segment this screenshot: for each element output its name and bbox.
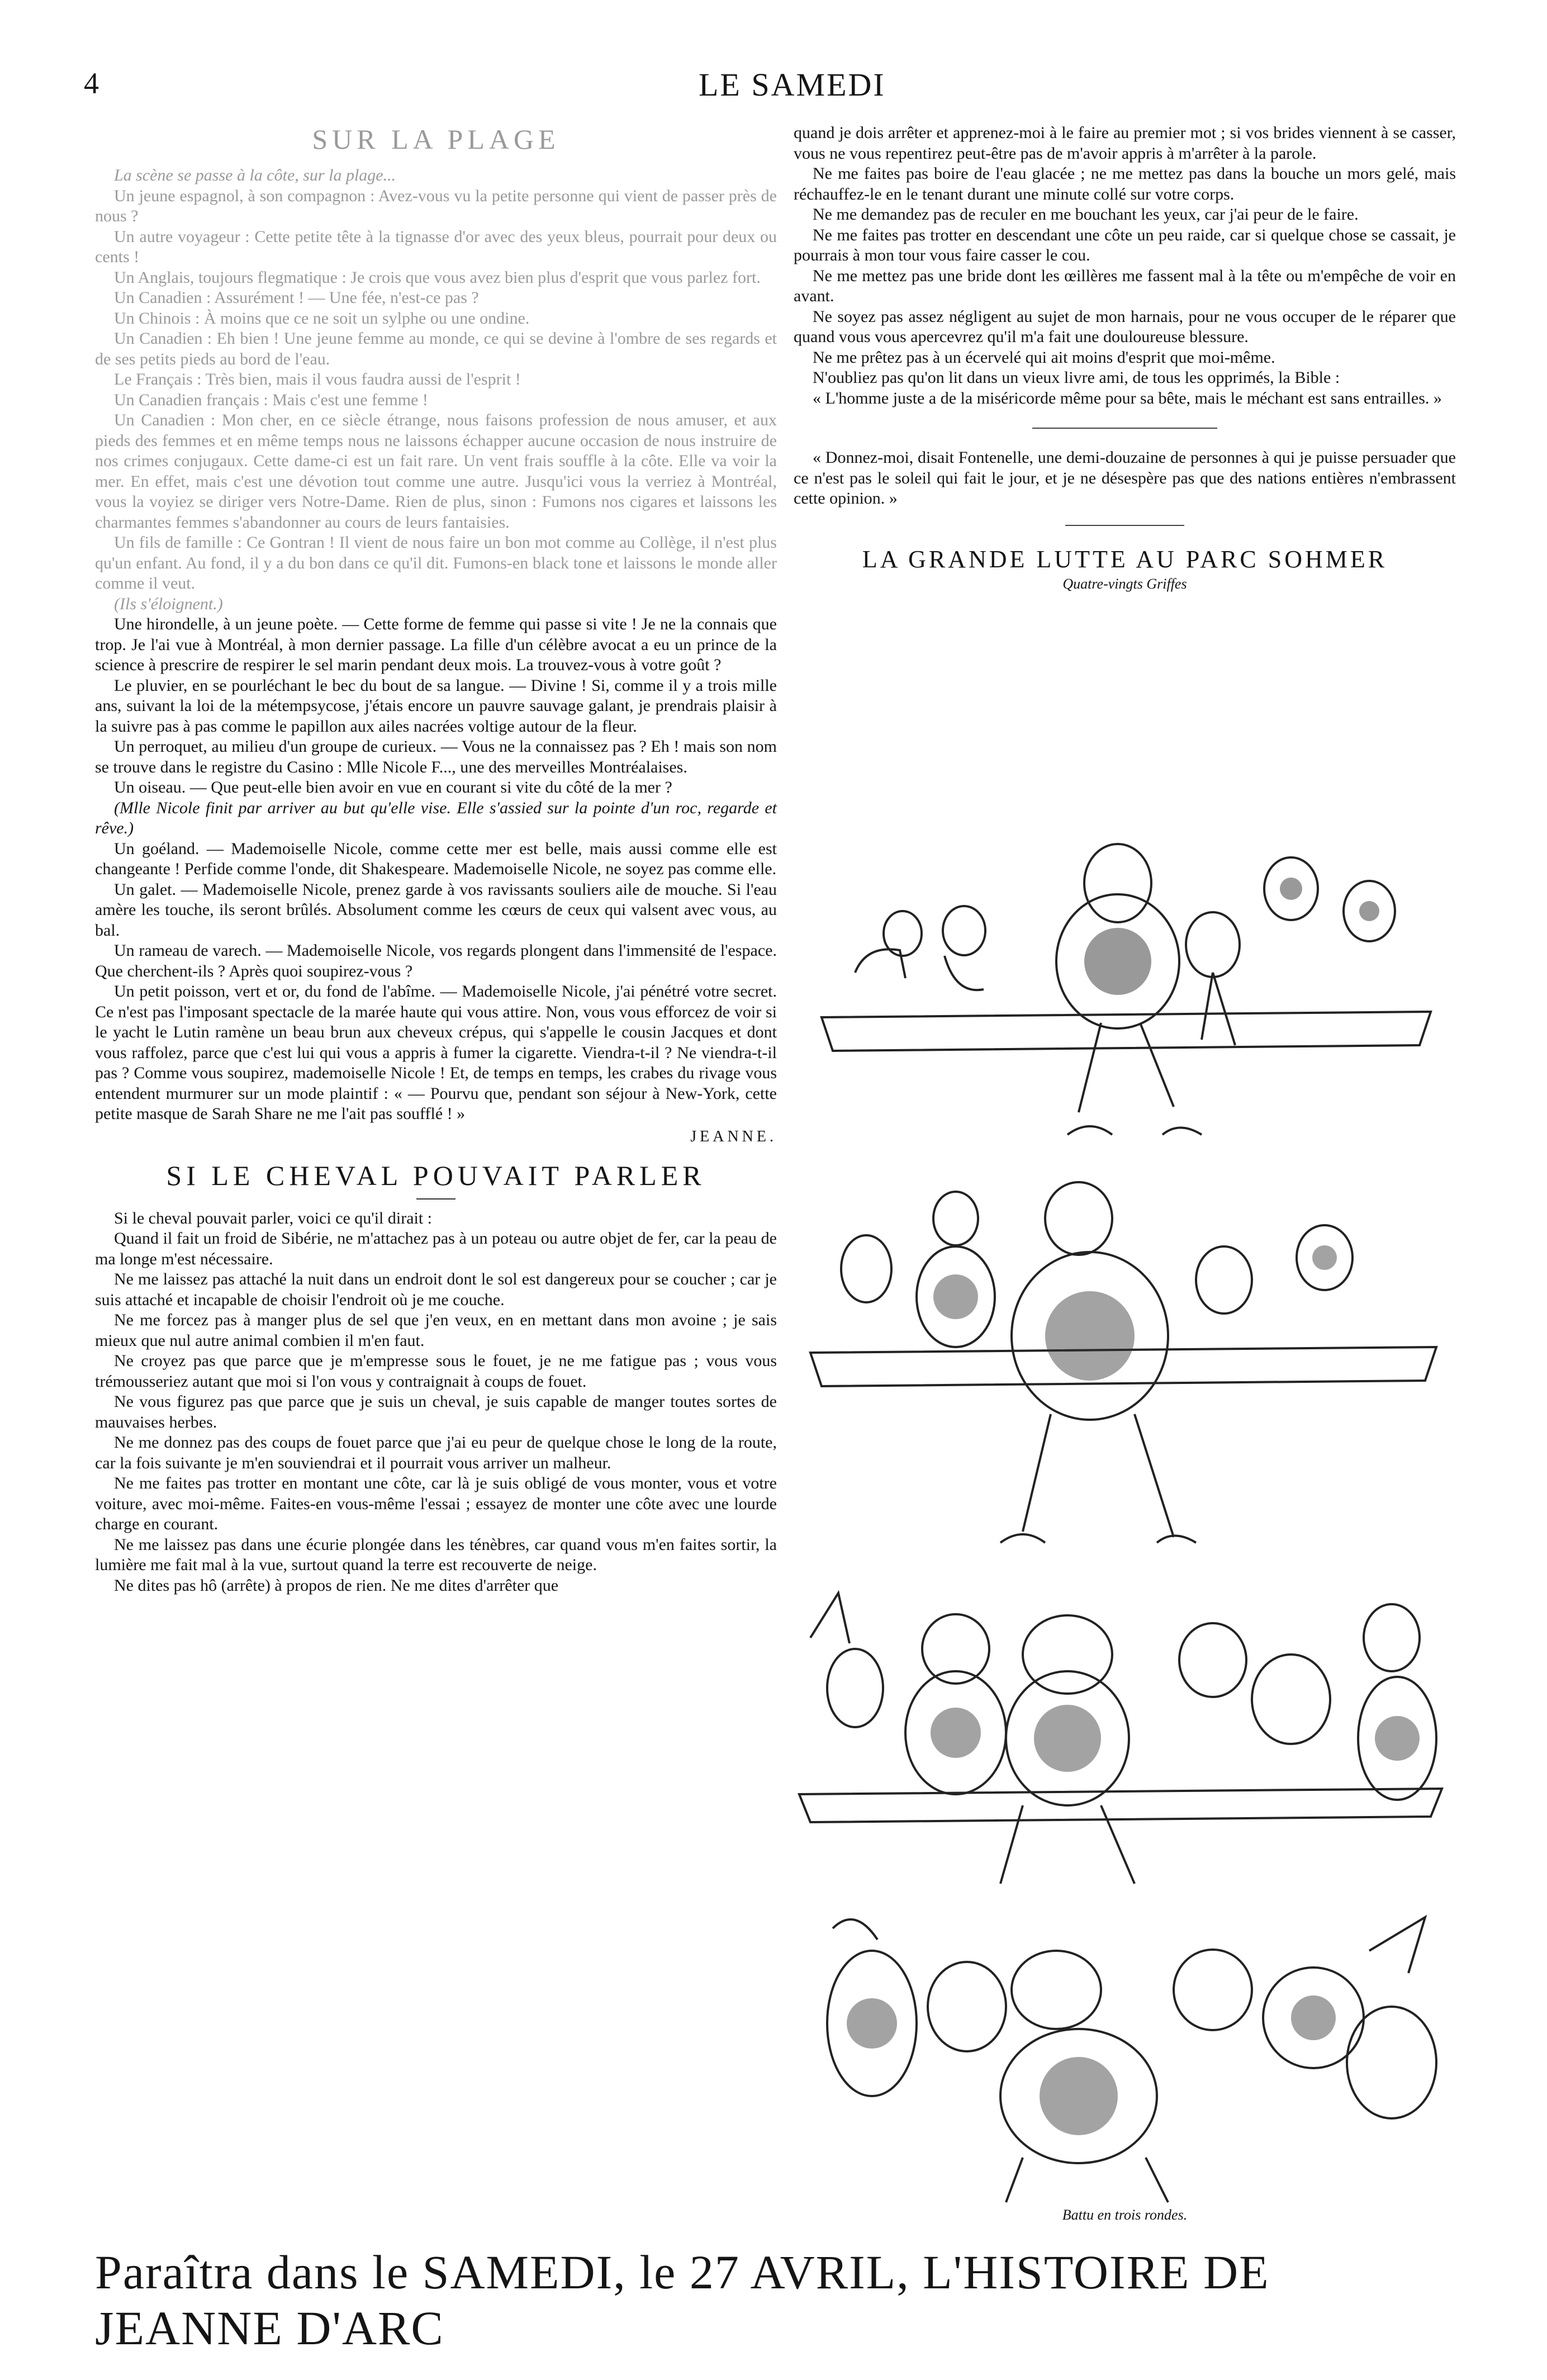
- cheval-paragraph: quand je dois arrêter et apprenez-moi à le faire au premier mot ; si vos brides viennent à se casser, vous ne vous repentirez peut-être pas de m'avoir appris à m'arrêter à la parole.: [794, 124, 1456, 163]
- wrestling-cartoon-panel-2: [788, 1151, 1461, 1562]
- section-rule: [1032, 428, 1218, 429]
- plage-paragraph: Un rameau de varech. — Mademoiselle Nicole, vos regards plongent dans l'immensité de l'espace. Que cherchent-ils ? Après quoi soupirez-vous ?: [95, 941, 777, 980]
- plage-paragraph: Un oiseau. — Que peut-elle bien avoir en vue en courant si vite du côté de la mer ?: [114, 778, 672, 797]
- plage-paragraph: Un Chinois : À moins que ce ne soit un sylphe ou une ondine.: [114, 309, 530, 328]
- cheval-paragraph: Ne me faites pas trotter en descendant une côte un peu raide, car si quelque chose se cassait, je pourrais à mon tour vous faire casser le cou.: [794, 225, 1456, 264]
- title-rule: [416, 1198, 455, 1200]
- fontenelle-quote: « Donnez-moi, disait Fontenelle, une demi-douzaine de personnes à qui je puisse persuader que ce n'est pas le soleil qui fait le jour, et je ne désespère pas que des nations entières n'embrassent cette opinion. »: [794, 448, 1456, 508]
- wrestling-cartoon-panel-4: [788, 1895, 1461, 2205]
- plage-paragraph: La scène se passe à la côte, sur la plage...: [114, 166, 396, 184]
- plage-paragraph: Un fils de famille : Ce Gontran ! Il vient de nous faire un bon mot comme au Collège, il n'est plus qu'un enfant. Au fond, il y a du bon dans ce qu'il dit. Fumons-en black tone et laissons le monde aller comme il veut.: [95, 533, 777, 592]
- cheval-paragraph: Ne me prêtez pas à un écervelé qui ait moins d'esprit que moi-même.: [813, 348, 1275, 367]
- cheval-paragraph: Ne croyez pas que parce que je m'empresse sous le fouet, je ne me fatigue pas ; vous vous trémousseriez autant que moi si l'on vous y contraignait à coups de fouet.: [95, 1352, 777, 1391]
- cheval-paragraph: Ne me demandez pas de reculer en me bouchant les yeux, car j'ai peur de le faire.: [813, 205, 1359, 224]
- plage-stage-direction: (Ils s'éloignent.): [114, 594, 223, 613]
- plage-paragraph: Une hirondelle, à un jeune poète. — Cette forme de femme qui passe si vite ! Je ne la connais que trop. Je l'ai vue à Montréal, à mon dernier passage. La fille d'un célèbre avocat a eu un prince de la science à prescrire de respirer le sel marin pendant deux mois. La trouvez-vous à votre goût ?: [95, 615, 777, 674]
- cheval-paragraph: Ne soyez pas assez négligent au sujet de mon harnais, pour ne vous occuper de le réparer que quand vous vous apercevrez qu'il m'a fait une douloureuse blessure.: [794, 307, 1456, 346]
- plage-stage-direction: (Mlle Nicole finit par arriver au but qu'elle vise. Elle s'assied sur la pointe d'un roc, regarde et rêve.): [95, 798, 777, 837]
- plage-paragraph: Un autre voyageur : Cette petite tête à la tignasse d'or avec des yeux bleus, pourrait pour deux ou cents !: [95, 227, 777, 266]
- plage-paragraph: Un jeune espagnol, à son compagnon : Avez-vous vu la petite personne qui vient de passer près de nous ?: [95, 186, 777, 225]
- cheval-title: SI LE CHEVAL POUVAIT PARLER: [166, 1159, 706, 1191]
- cheval-paragraph: Ne dites pas hô (arrête) à propos de rien. Ne me dites d'arrêter que: [114, 1576, 559, 1595]
- cheval-paragraph: Ne me laissez pas attaché la nuit dans un endroit dont le sol est dangereux pour se coucher ; car je suis attaché et incapable de choisir l'endroit où je me couche.: [95, 1270, 777, 1309]
- plage-paragraph: Un Canadien : Mon cher, en ce siècle étrange, nous faisons profession de nous amuser, et aux pieds des femmes et en même temps nous ne laissons échapper aucune occasion de nous instruire de nos crimes conjugaux. Cette dame-ci est un fait rare. Un vent frais souffle à la côte. Elle va voir la mer. En effet, mais c'est une dévotion tout comme une autre. Jusqu'ici vous la verriez à Montréal, vous la voyiez se diriger vers Notre-Dame. Rien de plus, sinon : Fumons nos cigares et laissons les charmantes femmes s'abandonner au cours de leurs fantaisies.: [95, 411, 777, 532]
- cheval-paragraph: Ne me faites pas trotter en montant une côte, car là je suis obligé de vous monter, vous et votre voiture, avec moi-même. Faites-en vous-même l'essai ; essayez de monter une côte avec une lourde charge en courant.: [95, 1474, 777, 1533]
- plage-paragraph: Un Canadien : Assurément ! — Une fée, n'est-ce pas ?: [114, 288, 479, 307]
- plage-paragraph: Un goéland. — Mademoiselle Nicole, comme cette mer est belle, mais aussi comme elle est changeante ! Perfide comme l'onde, dit Shakespeare. Mademoiselle Nicole, ne soyez pas comme elle.: [95, 839, 777, 878]
- plage-paragraph: Un Anglais, toujours flegmatique : Je crois que vous avez bien plus d'esprit que vous parlez fort.: [114, 268, 761, 287]
- plage-paragraph: Un Canadien français : Mais c'est une femme !: [114, 390, 428, 409]
- plage-paragraph: Un galet. — Mademoiselle Nicole, prenez garde à vos ravissants souliers aile de mouche. Si l'eau amère les touche, ils seront brûlés. Absolument comme les cœurs de ceux qui valsent avec vous, au bal.: [95, 880, 777, 940]
- cheval-paragraph: N'oubliez pas qu'on lit dans un vieux livre ami, de tous les opprimés, la Bible :: [813, 368, 1340, 387]
- cheval-paragraph: Quand il fait un froid de Sibérie, ne m'attachez pas à un poteau ou autre objet de fer, car la peau de ma longe m'est nécessaire.: [95, 1229, 777, 1268]
- illustration-caption: Battu en trois rondes.: [1062, 2207, 1188, 2223]
- cheval-paragraph: Ne me faites pas boire de l'eau glacée ; ne me mettez pas dans la bouche un mors gelé, mais réchauffez-le en le tenant durant une minute collé sur votre corps.: [794, 164, 1456, 203]
- right-column: [794, 123, 1456, 603]
- cheval-paragraph: Ne me donnez pas des coups de fouet parce que j'ai eu peur de quelque chose le long de la route, car la fois suivante je m'en souviendrai et il pourrait vous arriver un malheur.: [95, 1433, 777, 1472]
- plage-signature: JEANNE.: [690, 1127, 777, 1145]
- cheval-paragraph: « L'homme juste a de la miséricorde même pour sa bête, mais le méchant est sans entrailles. »: [813, 388, 1442, 407]
- lutte-subtitle: Quatre-vingts Griffes: [1062, 575, 1187, 592]
- cheval-paragraph: Ne me forcez pas à manger plus de sel que j'en veux, en en mettant dans mon avoine ; je sais mieux que nul autre animal combien il m'en faut.: [95, 1311, 777, 1350]
- plage-paragraph: Le pluvier, en se pourléchant le bec du bout de sa langue. — Divine ! Si, comme il y a trois mille ans, suivant la loi de la métempsycose, j'étais encore un pauvre sauvage galant, je prendrais plaisir à la suivre pas à pas comme le papillon aux ailes nacrées voltige autour de la fleur.: [95, 676, 777, 736]
- cheval-paragraph: Ne vous figurez pas que parce que je suis un cheval, je suis capable de manger toutes sortes de mauvaises herbes.: [95, 1392, 777, 1431]
- announcement-banner: Paraîtra dans le SAMEDI, le 27 AVRIL, L'HISTOIRE DE JEANNE D'ARC: [95, 2245, 1270, 2355]
- plage-title: SUR LA PLAGE: [312, 124, 560, 155]
- cheval-paragraph: Ne me laissez pas dans une écurie plongée dans les ténèbres, car quand vous m'en faites sortir, la lumière me fait mal à la vue, surtout quand la terre est recouverte de neige.: [95, 1535, 777, 1574]
- plage-paragraph: Le Français : Très bien, mais il vous faudra aussi de l'esprit !: [114, 370, 521, 388]
- lutte-title: LA GRANDE LUTTE AU PARC SOHMER: [862, 545, 1388, 573]
- cheval-paragraph: Si le cheval pouvait parler, voici ce qu'il dirait :: [114, 1208, 433, 1227]
- wrestling-cartoon-panel-1: [788, 777, 1461, 1143]
- plage-paragraph: Un petit poisson, vert et or, du fond de l'abîme. — Mademoiselle Nicole, j'ai pénétré votre secret. Ce n'est pas l'imposant spectacle de la marée haute qui vous attire. Non, vous vous efforcez de voir si le yacht le Lutin ramène un beau brun aux cheveux crépus, qui s'appelle le cousin Jacques et dont vous raffolez, parce que c'est lui qui vous a appris à fumer la cigarette. Viendra-t-il ? Ne viendra-t-il pas ? Comme vous soupirez, mademoiselle Nicole ! Et, de temps en temps, les crabes du rivage vous entendent murmurer sur un mode plaintif : « — Pourvu que, pendant son séjour à New-York, cette petite masque de Sarah Share ne me l'ait pas soufflé ! »: [95, 982, 777, 1123]
- page-number: 4: [84, 67, 99, 100]
- plage-paragraph: Un perroquet, au milieu d'un groupe de curieux. — Vous ne la connaissez pas ? Eh ! mais son nom se trouve dans le registre du Casino : Mlle Nicole F..., une des merveilles Montréalaises.: [95, 737, 777, 776]
- wrestling-cartoon-panel-3: [788, 1571, 1461, 1886]
- left-column: [95, 123, 777, 1596]
- plage-paragraph: Un Canadien : Eh bien ! Une jeune femme au monde, ce qui se devine à l'ombre de ses regards et de ses petits pieds au bord de l'eau.: [95, 329, 777, 368]
- section-rule: [1065, 525, 1184, 526]
- cheval-paragraph: Ne me mettez pas une bride dont les œillères me fassent mal à la tête ou m'empêche de voir en avant.: [794, 266, 1456, 305]
- masthead: LE SAMEDI: [699, 67, 886, 103]
